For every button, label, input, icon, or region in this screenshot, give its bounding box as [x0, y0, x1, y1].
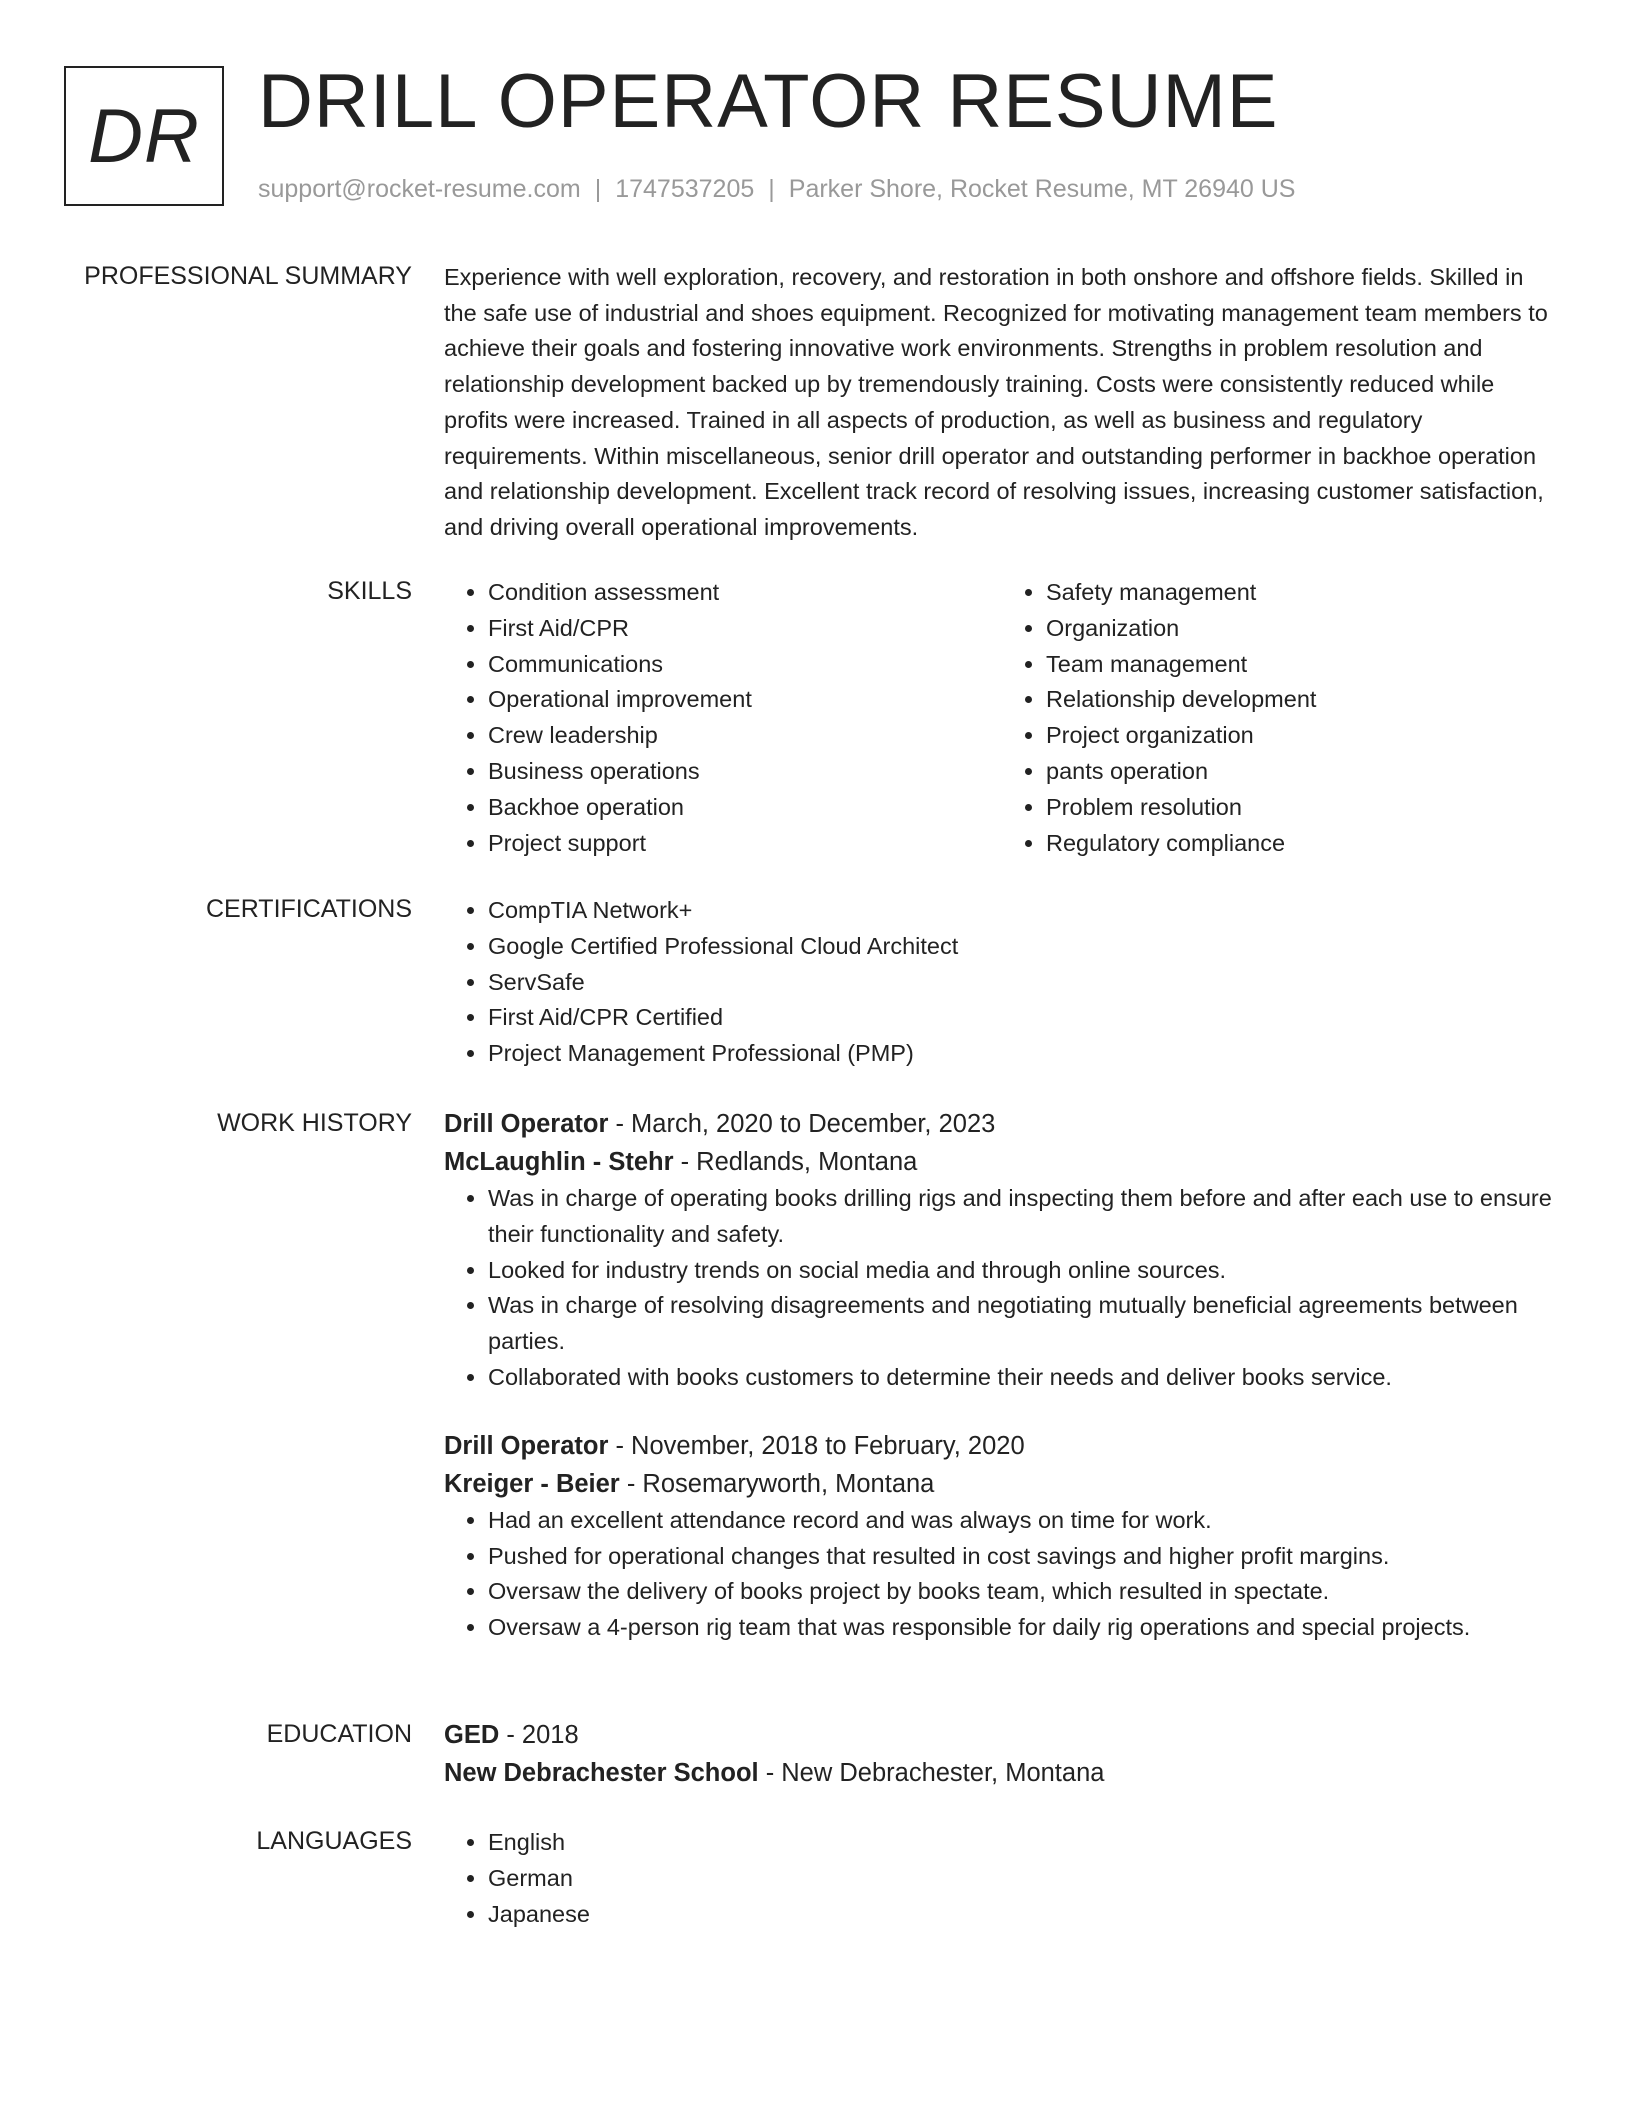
job-title-line	[444, 1105, 1560, 1143]
list-item: • Project Management Professional (PMP)	[488, 1036, 1560, 1072]
summary-text: Experience with well exploration, recovery, and restoration in both onshore and offshore fields. Skilled in the safe use of industrial and shoes equipment. Recognized for motivating management team members to achieve their goals and fostering innovative work environments. Strengths in problem resolution and relationship development backed up by tremendously training. Costs were consistently reduced while profits were increased. Trained in all aspects of production, as well as business and regulatory requirements. Within miscellaneous, senior drill operator and outstanding performer in backhoe operation and relationship development. Excellent track record of resolving issues, increasing customer satisfaction, and driving overall operational improvements.	[444, 264, 1548, 540]
list-item: • Communications	[488, 647, 1002, 683]
list-item: • Looked for industry trends on social media and through online sources.	[488, 1253, 1560, 1289]
section-label-skills: SKILLS	[327, 577, 412, 605]
monogram-badge	[64, 66, 224, 206]
resume-title: DRILL OPERATOR RESUME	[258, 59, 1279, 144]
job-bullets	[444, 1503, 1560, 1646]
list-item: • Japanese	[488, 1897, 1560, 1933]
job-company-line	[444, 1465, 1560, 1503]
education-year: - 2018	[499, 1721, 579, 1749]
education-body	[444, 1716, 1560, 1792]
job-company: McLaughlin - Stehr	[444, 1148, 674, 1176]
job-company-line	[444, 1143, 1560, 1181]
job-bullets	[444, 1181, 1560, 1396]
job-entry	[444, 1105, 1560, 1396]
contact-separator: |	[768, 175, 775, 203]
languages-list	[444, 1825, 1560, 1932]
skills-list-right	[1002, 575, 1560, 861]
contact-email[interactable]: support@rocket-resume.com	[258, 175, 581, 203]
certifications-list	[444, 893, 1560, 1072]
job-title: Drill Operator	[444, 1431, 609, 1460]
list-item: • English	[488, 1825, 1560, 1861]
work-history-body	[444, 1105, 1560, 1646]
list-item: • Organization	[1046, 611, 1560, 647]
list-item: • Project support	[488, 826, 1002, 862]
initials: DR	[88, 93, 200, 179]
list-item: • Collaborated with books customers to determine their needs and deliver books service.	[488, 1360, 1560, 1396]
list-item: • Condition assessment	[488, 575, 1002, 611]
contact-address: Parker Shore, Rocket Resume, MT 26940 US	[788, 175, 1296, 203]
list-item: • First Aid/CPR	[488, 611, 1002, 647]
job-entry	[444, 1427, 1560, 1646]
list-item: • Had an excellent attendance record and was always on time for work.	[488, 1503, 1560, 1539]
job-dates: - November, 2018 to February, 2020	[608, 1431, 1025, 1460]
contact-phone[interactable]: 1747537205	[615, 175, 755, 203]
list-item: • Regulatory compliance	[1046, 826, 1560, 862]
list-item: • CompTIA Network+	[488, 893, 1560, 929]
skills-list-left	[444, 575, 1002, 861]
list-item: • German	[488, 1861, 1560, 1897]
list-item: • Oversaw a 4-person rig team that was responsible for daily rig operations and special projects.	[488, 1610, 1560, 1646]
job-title-line	[444, 1427, 1560, 1465]
list-item: • Business operations	[488, 754, 1002, 790]
section-label-education: EDUCATION	[266, 1720, 412, 1748]
list-item: • Team management	[1046, 647, 1560, 683]
job-company: Kreiger - Beier	[444, 1469, 620, 1498]
job-title: Drill Operator	[444, 1110, 609, 1138]
contact-separator: |	[594, 175, 602, 203]
summary-body	[444, 260, 1560, 546]
list-item: • Operational improvement	[488, 682, 1002, 718]
list-item: • Was in charge of resolving disagreements and negotiating mutually beneficial agreements between parties.	[488, 1288, 1560, 1360]
section-label-languages: LANGUAGES	[256, 1827, 412, 1855]
job-dates: - March, 2020 to December, 2023	[608, 1110, 996, 1138]
job-location: - Redlands, Montana	[673, 1148, 918, 1176]
languages-body	[444, 1825, 1560, 1932]
education-degree-line	[444, 1716, 1560, 1754]
list-item: • Pushed for operational changes that resulted in cost savings and higher profit margins.	[488, 1539, 1560, 1575]
skills-body	[444, 575, 1560, 861]
list-item: • Relationship development	[1046, 682, 1560, 718]
list-item: • ServSafe	[488, 965, 1560, 1001]
job-location: - Rosemaryworth, Montana	[619, 1469, 935, 1498]
list-item: • Was in charge of operating books drilling rigs and inspecting them before and after each use to ensure their functionality and safety.	[488, 1181, 1560, 1253]
list-item: • pants operation	[1046, 754, 1560, 790]
list-item: • Problem resolution	[1046, 790, 1560, 826]
section-label-certifications: CERTIFICATIONS	[205, 895, 412, 923]
education-location: - New Debrachester, Montana	[758, 1759, 1105, 1787]
section-label-summary: PROFESSIONAL SUMMARY	[84, 262, 412, 290]
list-item: • Crew leadership	[488, 718, 1002, 754]
list-item: • Oversaw the delivery of books project by books team, which resulted in spectate.	[488, 1574, 1560, 1610]
certifications-body	[444, 893, 1560, 1072]
skills-grid	[444, 575, 1560, 861]
list-item: • Backhoe operation	[488, 790, 1002, 826]
contact-line	[258, 172, 1295, 206]
list-item: • Google Certified Professional Cloud Architect	[488, 929, 1560, 965]
education-degree: GED	[444, 1721, 500, 1749]
list-item: • Safety management	[1046, 575, 1560, 611]
education-school: New Debrachester School	[444, 1759, 759, 1787]
list-item: • First Aid/CPR Certified	[488, 1000, 1560, 1036]
section-label-work-history: WORK HISTORY	[217, 1109, 412, 1137]
education-school-line	[444, 1754, 1560, 1792]
list-item: • Project organization	[1046, 718, 1560, 754]
